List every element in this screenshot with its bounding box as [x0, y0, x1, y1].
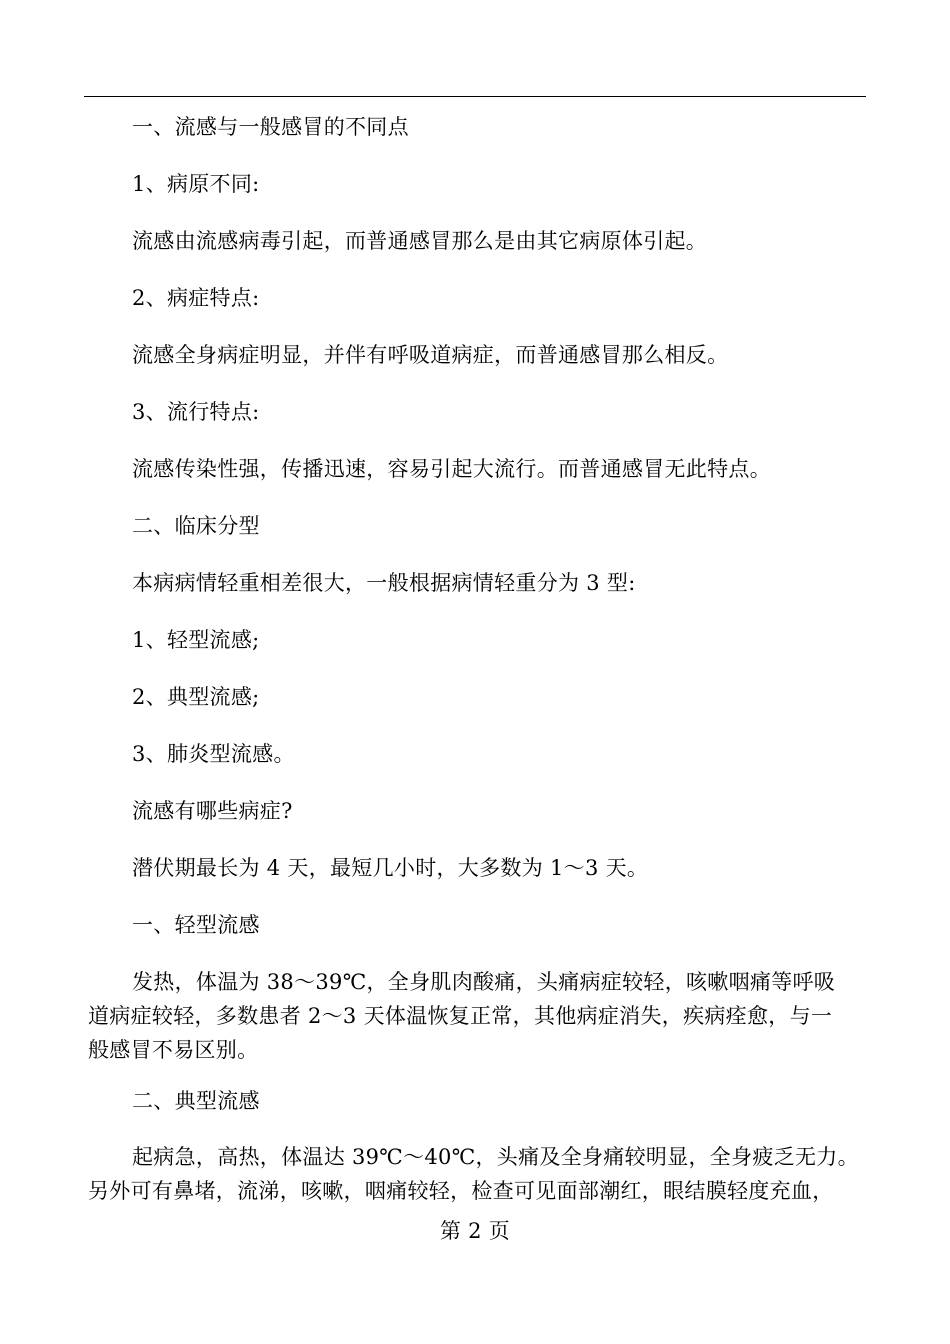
question-symptoms: 流感有哪些病症? [132, 799, 293, 823]
text-epidemic: 流感传染性强，传播迅速，容易引起大流行。而普通感冒无此特点。 [132, 457, 771, 481]
heading-clinical-types: 二、临床分型 [132, 514, 260, 538]
heading-mild: 一、轻型流感 [132, 913, 260, 937]
paragraph-line: 发热，体温为 38～39℃，全身肌肉酸痛，头痛病症较轻，咳嗽咽痛等呼吸 [132, 970, 836, 994]
heading-typical: 二、典型流感 [132, 1089, 260, 1113]
heading-flu-vs-cold: 一、流感与一般感冒的不同点 [132, 115, 409, 139]
paragraph-line: 道病症较轻，多数患者 2～3 天体温恢复正常，其他病症消失，疾病痊愈，与一 [88, 1004, 833, 1028]
text-clinical-types: 本病病情轻重相差很大，一般根据病情轻重分为 3 型: [132, 571, 636, 595]
paragraph-line: 般感冒不易区别。 [88, 1038, 259, 1062]
text-incubation: 潜伏期最长为 4 天，最短几小时，大多数为 1～3 天。 [132, 856, 649, 880]
list-item-mild: 1、轻型流感; [132, 628, 260, 652]
header-rule [84, 96, 866, 97]
paragraph-line: 另外可有鼻堵，流涕，咳嗽，咽痛较轻，检查可见面部潮红，眼结膜轻度充血， [88, 1179, 834, 1203]
list-item-typical: 2、典型流感; [132, 685, 260, 709]
text-symptoms: 流感全身病症明显，并伴有呼吸道病症，而普通感冒那么相反。 [132, 343, 729, 367]
list-item-pneumonia: 3、肺炎型流感。 [132, 742, 295, 766]
paragraph-mild [88, 965, 866, 1067]
text-pathogen: 流感由流感病毒引起，而普通感冒那么是由其它病原体引起。 [132, 229, 708, 253]
subheading-symptoms: 2、病症特点: [132, 286, 260, 310]
subheading-epidemic: 3、流行特点: [132, 400, 260, 424]
subheading-pathogen: 1、病原不同: [132, 172, 260, 196]
page-number: 第 2 页 [439, 1219, 511, 1243]
paragraph-line: 起病急，高热，体温达 39℃～40℃，头痛及全身痛较明显，全身疲乏无力。 [132, 1145, 859, 1169]
paragraph-typical [88, 1140, 866, 1208]
